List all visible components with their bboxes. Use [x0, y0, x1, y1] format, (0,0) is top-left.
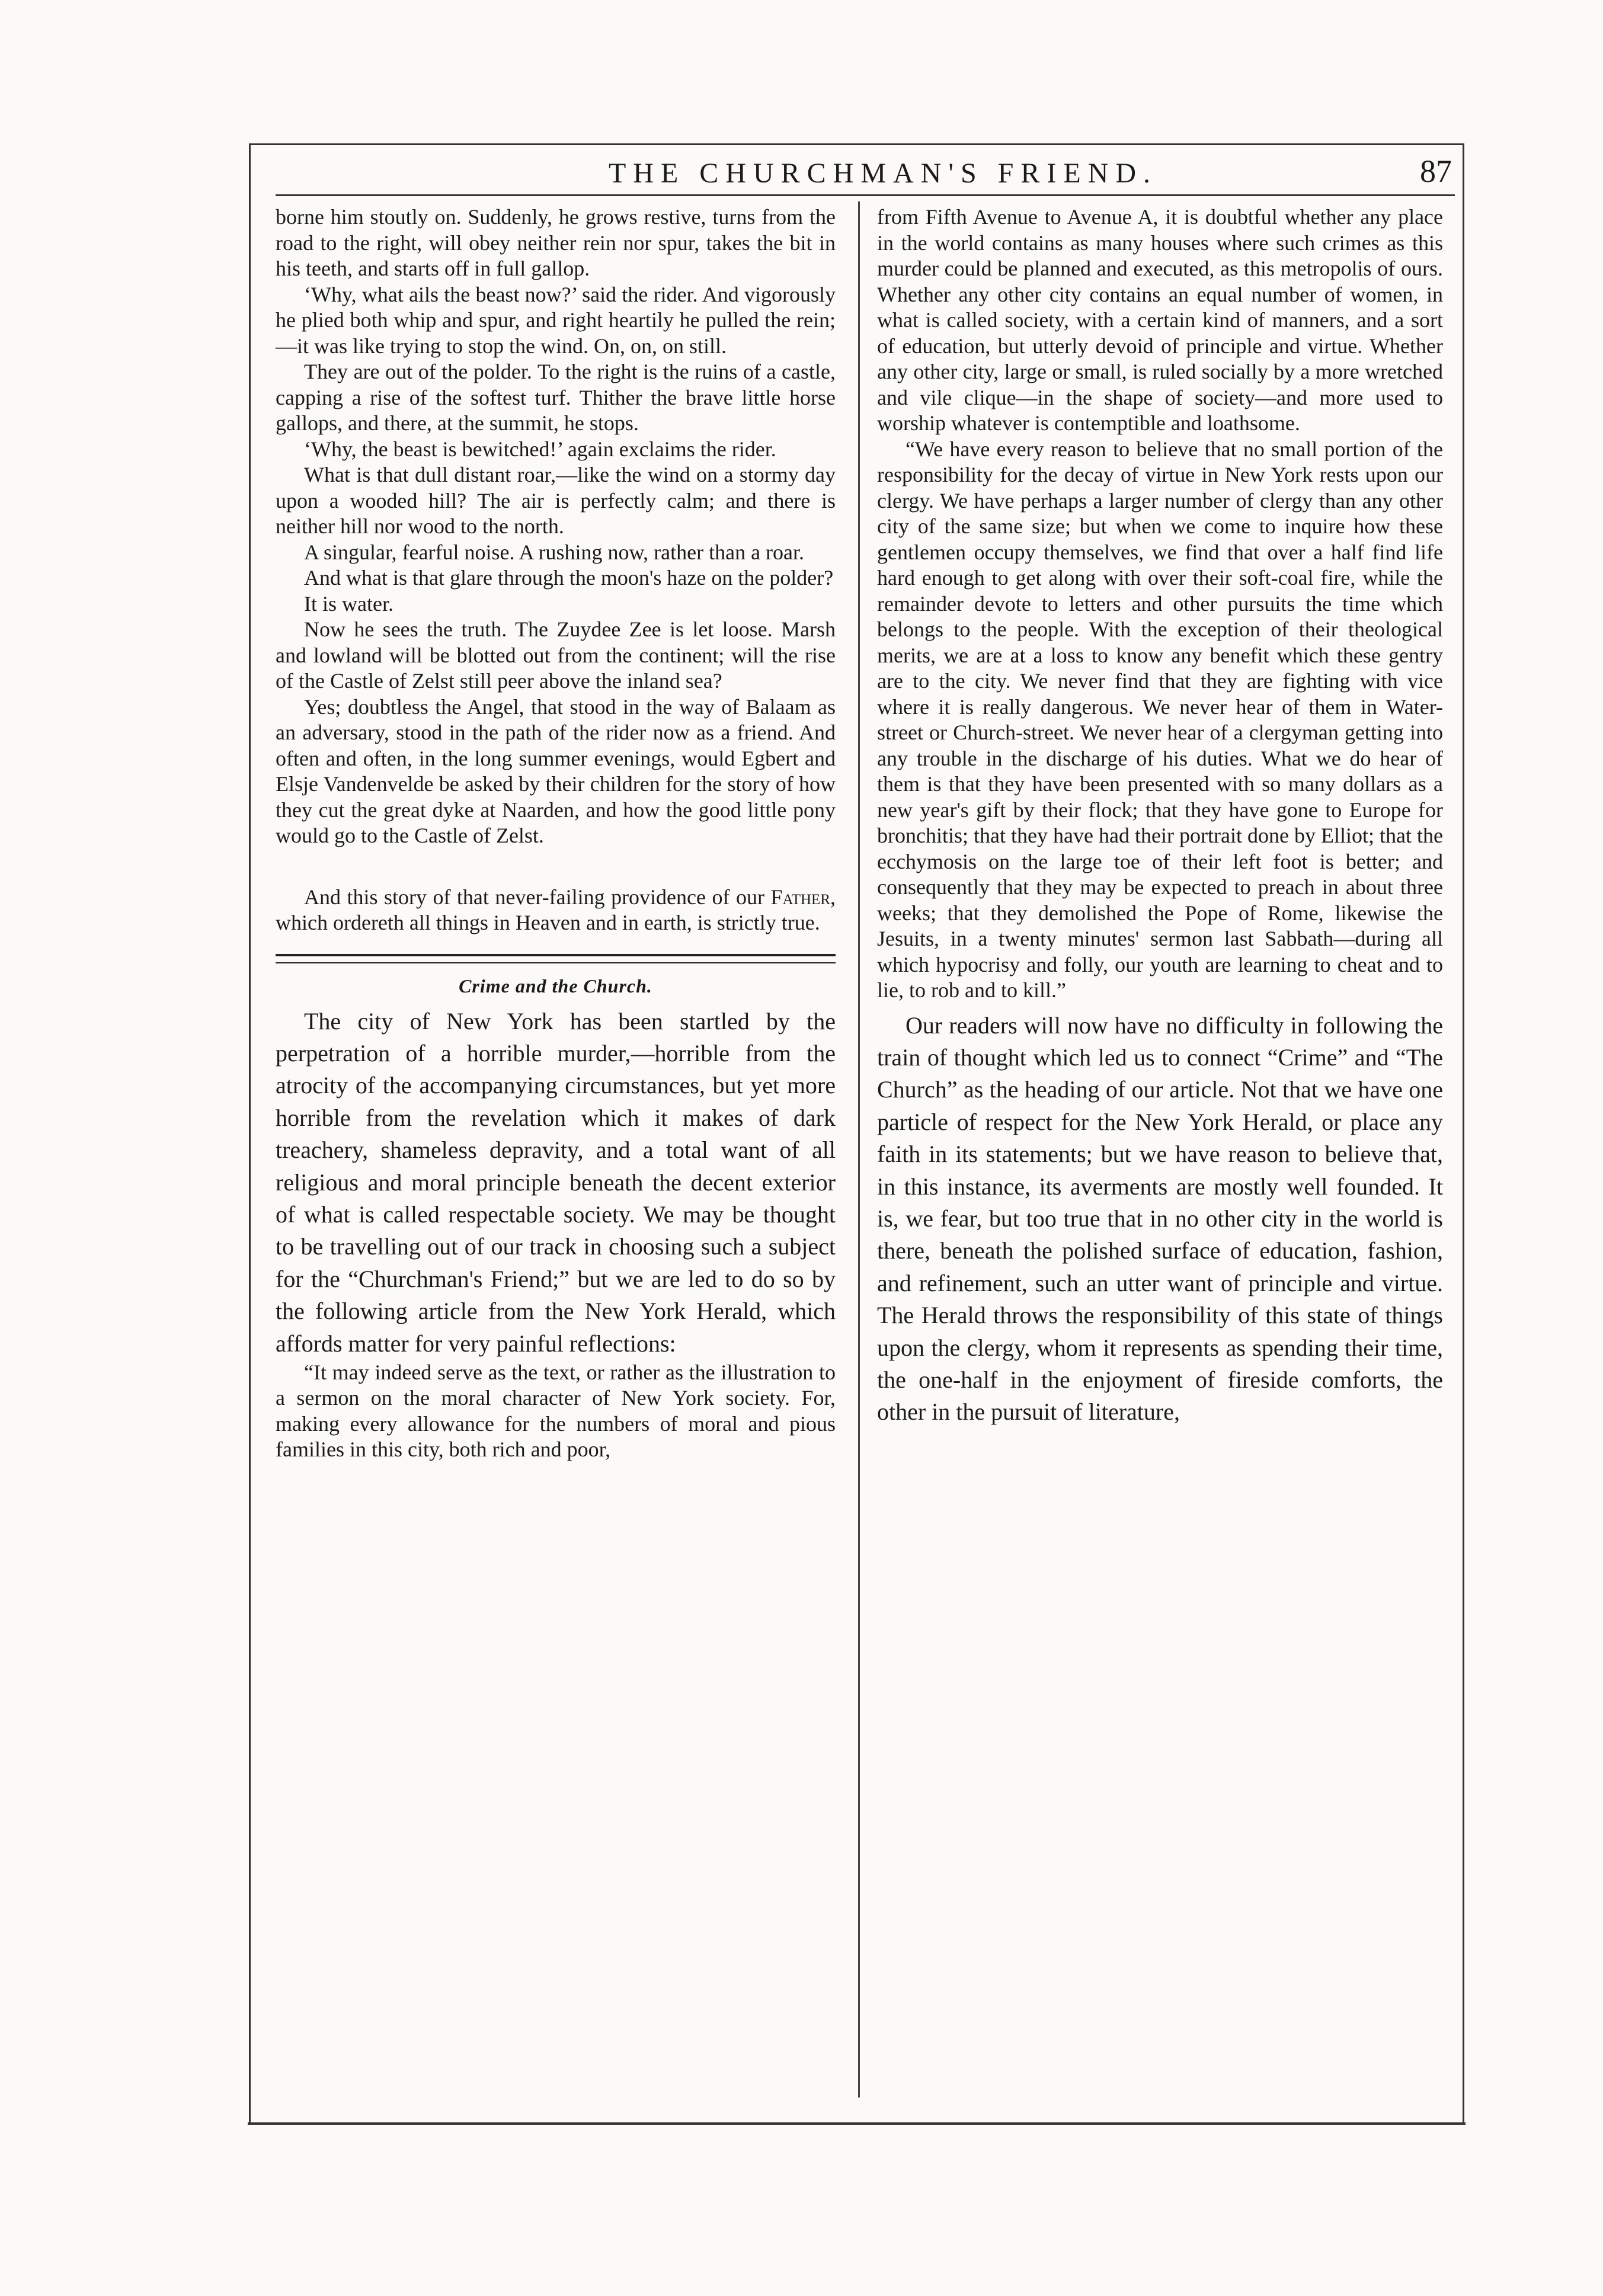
closing-text-smallcaps: Father	[770, 885, 830, 909]
paragraph: “We have every reason to believe that no small portion of the responsibility for the decay of virtue in New York rests upon our clergy. We have perhaps a larger number of clergy than any other city of the same size; but when we come to inquire how these gentlemen occupy themselves, we find that over a half find life hard enough to get along with over their soft-coal fire, while the remainder devote to letters and other pursuits the time which belongs to the people. With the exception of their theological merits, we are at a loss to know any benefit which these gentry are to the city. We never find that they are fighting with vice where it is really dangerous. We never hear of them in Water-street or Church-street. We never hear of a clergyman getting into any trouble in the discharge of his duties. What we do hear of them is that they have been presented with so many dollars as a new year's gift by their flock; that they have gone to Europe for bronchitis; that they have had their portrait done by Elliot; that the ecchymosis on the large toe of their left foot is better; and consequently that they may be expected to preach in about three weeks; that they demolished the Pope of Rome, likewise the Jesuits, in a twenty minutes' sermon last Sabbath—during all which hypocrisy and folly, our youth are learning to cheat and to lie, to rob and to kill.”	[877, 437, 1443, 1002]
right-column	[877, 204, 1443, 1429]
page-number: 87	[1420, 153, 1452, 189]
paragraph: A singular, fearful noise. A rushing now, rather than a roar.	[304, 540, 805, 564]
column-divider	[858, 201, 860, 2098]
closing-text-after: , which ordereth all things in Heaven and in earth, is strictly true.	[276, 885, 836, 934]
page-frame-bottom	[248, 2122, 1466, 2125]
section-heading: Crime and the Church.	[459, 975, 652, 997]
running-head: THE CHURCHMAN'S FRIEND.	[608, 158, 1158, 189]
page-frame-left	[249, 143, 251, 2122]
paragraph: They are out of the polder. To the right is the ruins of a castle, capping a rise of the softest turf. Thither the brave little horse gallops, and there, at the summit, he stops.	[276, 360, 836, 435]
paragraph: Yes; doubtless the Angel, that stood in the way of Balaam as an adversary, stood in the path of the rider now as a friend. And often and often, in the long summer evenings, would Egbert and Elsje Vandenvelde be asked by their children for the story of how they cut the great dyke at Naarden, and how the good little pony would go to the Castle of Zelst.	[276, 694, 836, 847]
paragraph: What is that dull distant roar,—like the wind on a stormy day upon a wooded hill? The air is perfectly calm; and there is neither hill nor wood to the north.	[276, 463, 836, 538]
paragraph: from Fifth Avenue to Avenue A, it is doubtful whether any place in the world contains as many houses where such crimes as this murder could be planned and executed, as this metropolis of ours. Whether any other city contains an equal number of women, in what is called society, with a certain kind of manners, and a sort of education, but utterly devoid of principle and virtue. Whether any other city, large or small, is ruled socially by a more wretched and vile clique—in the shape of society—and more used to worship whatever is contemptible and loathsome.	[877, 205, 1443, 435]
quote-paragraph: “It may indeed serve as the text, or rather as the illustration to a sermon on the moral character of New York society. For, making every allowance for the numbers of moral and pious families in this city, both rich and poor,	[276, 1360, 836, 1462]
paragraph: Now he sees the truth. The Zuydee Zee is let loose. Marsh and lowland will be blotted out from the continent; will the rise of the Castle of Zelst still peer above the inland sea?	[276, 617, 836, 693]
paragraph: And what is that glare through the moon's haze on the polder?	[304, 566, 834, 590]
closing-text-before: And this story of that never-failing providence of our	[304, 885, 771, 909]
spacer	[276, 849, 836, 885]
article-body	[276, 1005, 836, 1360]
closing-paragraph	[276, 885, 836, 936]
paragraph: It is water.	[304, 591, 393, 616]
paragraph: The city of New York has been startled by the perpetration of a horrible murder,—horrible from the atrocity of the accompanying circumstances, but yet more horrible from the revelation which it makes of dark treachery, shameless depravity, and a total want of all religious and moral principle beneath the decent exterior of what is called respectable society. We may be thought to be travelling out of our track in choosing such a subject for the “Churchman's Friend;” but we are led to do so by the following article from the New York Herald, which affords matter for very painful reflections:	[276, 1007, 836, 1357]
header-rule	[276, 194, 1455, 196]
page-frame-right	[1463, 143, 1464, 2122]
paragraph: borne him stoutly on. Suddenly, he grows restive, turns from the road to the right, will obey neither rein nor spur, takes the bit in his teeth, and starts off in full gallop.	[276, 205, 836, 280]
paragraph: ‘Why, the beast is bewitched!’ again exclaims the rider.	[304, 437, 776, 461]
page-frame-top	[249, 143, 1464, 145]
article-body-continued	[877, 1010, 1443, 1429]
paragraph: ‘Why, what ails the beast now?’ said the rider. And vigorously he plied both whip and spur, and right heartily he pulled the rein;—it was like trying to stop the wind. On, on, on still.	[276, 282, 836, 358]
section-separator	[276, 954, 836, 963]
left-column	[276, 204, 836, 1463]
paragraph: Our readers will now have no difficulty in following the train of thought which led us to connect “Crime” and “The Church” as the heading of our article. Not that we have one particle of respect for the New York Herald, or place any faith in its statements; but we have reason to believe that, in this instance, its averments are mostly well founded. It is, we fear, but too true that in no other city in the world is there, beneath the polished surface of education, fashion, and refinement, such an utter want of principle and virtue. The Herald throws the responsibility of this state of things upon the clergy, whom it represents as spending their time, the one-half in the enjoyment of fireside comforts, the other in the pursuit of literature,	[877, 1011, 1443, 1426]
